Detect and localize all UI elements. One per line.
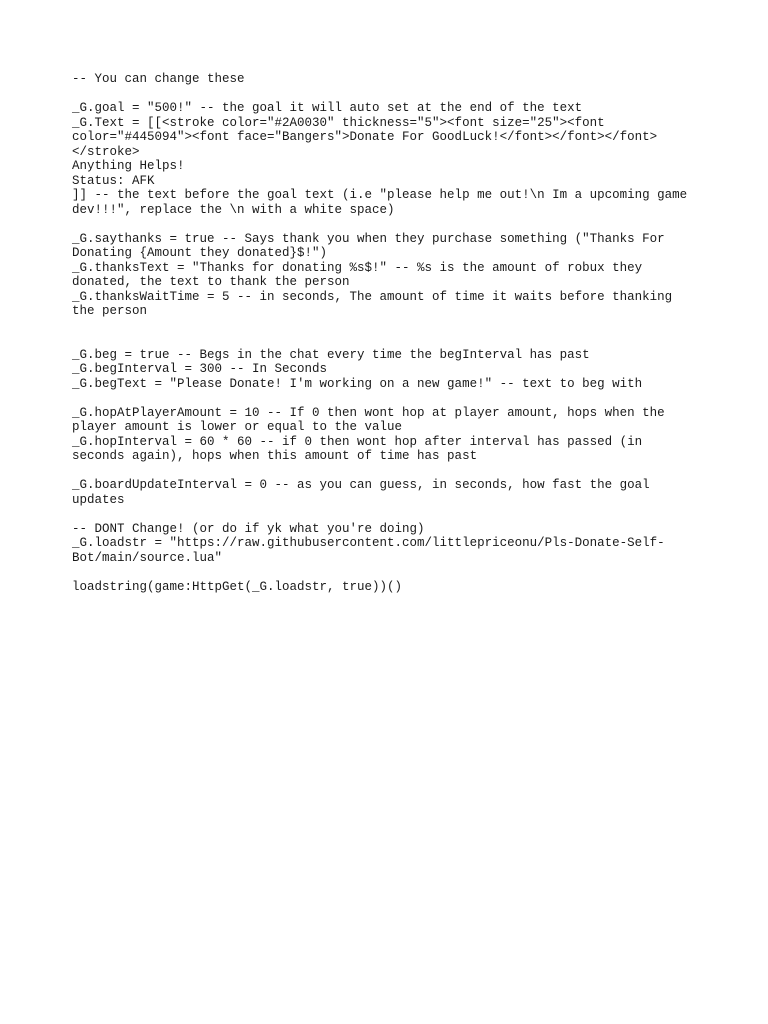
board-update-line: _G.boardUpdateInterval = 0 -- as you can guess, in seconds, how fast the goal updates <box>72 478 658 507</box>
status-line: Status: AFK <box>72 173 155 188</box>
beg-text-line: _G.begText = "Please Donate! I'm working on a new game!" -- text to beg with <box>72 376 643 391</box>
blank-line <box>72 565 696 580</box>
beg-interval-line: _G.begInterval = 300 -- In Seconds <box>72 362 328 376</box>
comment-dont-line: -- DONT Change! (or do if yk what you're doing) <box>72 521 425 536</box>
text-close-line: ]] -- the text before the goal text (i.e "please help me out!\n Im a upcoming game dev!!!", replace the \n with a white space) <box>72 188 695 217</box>
blank-line <box>72 217 696 232</box>
hop-player-line: _G.hopAtPlayerAmount = 10 -- If 0 then wont hop at player amount, hops when the player amount is lower or equal to the value <box>72 405 673 434</box>
goal-line: _G.goal = "500!" -- the goal it will auto set at the end of the text <box>72 101 583 115</box>
blank-line <box>72 87 696 102</box>
blank-line <box>72 464 696 479</box>
text-open-line: _G.Text = [[<stroke color="#2A0030" thickness="5"><font size="25"><font color="#445094"><font face="Bangers">Donate For GoodLuck!</font></font></font></stroke> <box>72 115 658 159</box>
blank-lines <box>72 319 696 348</box>
anything-helps-line: Anything Helps! <box>72 159 185 173</box>
loadstr-line: _G.loadstr = "https://raw.githubusercontent.com/littlepriceonu/Pls-Donate-Self-Bot/main/source.lua" <box>72 536 665 565</box>
loadstring-call-line: loadstring(game:HttpGet(_G.loadstr, true))() <box>72 579 403 594</box>
blank-line <box>72 507 696 522</box>
saythanks-line: _G.saythanks = true -- Says thank you when they purchase something ("Thanks For Donating {Amount they donated}$!") <box>72 231 673 260</box>
comment-change-line: -- You can change these <box>72 72 245 86</box>
hop-interval-line: _G.hopInterval = 60 * 60 -- if 0 then wont hop after interval has passed (in seconds again), hops when this amount of time has past <box>72 434 650 463</box>
thanks-text-line: _G.thanksText = "Thanks for donating %s$!" -- %s is the amount of robux they donated, the text to thank the person <box>72 260 650 289</box>
beg-line: _G.beg = true -- Begs in the chat every time the begInterval has past <box>72 347 590 362</box>
script-document <box>72 72 696 594</box>
blank-line <box>72 391 696 406</box>
thanks-wait-line: _G.thanksWaitTime = 5 -- in seconds, The amount of time it waits before thanking the person <box>72 289 680 318</box>
